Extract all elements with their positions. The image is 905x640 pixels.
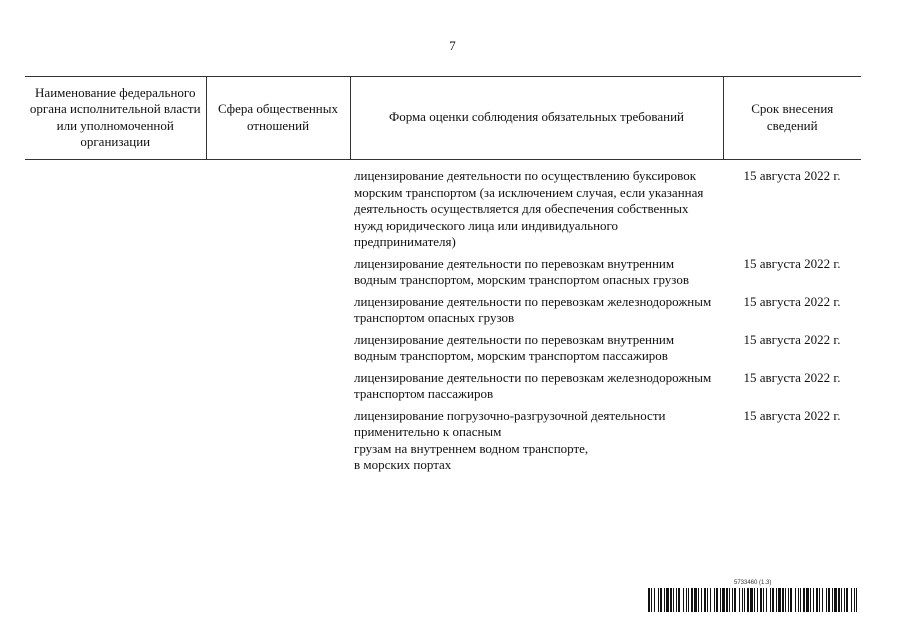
- barcode-bar: [822, 588, 823, 612]
- barcode-bar: [782, 588, 784, 612]
- sphere-cell: [206, 370, 350, 408]
- barcode-bar: [776, 588, 777, 612]
- barcode-bar: [810, 588, 811, 612]
- barcode-bar: [846, 588, 848, 612]
- barcode-bar: [734, 588, 736, 612]
- barcode-bar: [763, 588, 764, 612]
- barcode-bar: [722, 588, 725, 612]
- barcode-bar: [795, 588, 796, 612]
- barcode-bar: [800, 588, 801, 612]
- barcode: [648, 580, 858, 612]
- authority-cell: [25, 332, 206, 370]
- authority-cell: [25, 160, 206, 256]
- barcode-bar: [673, 588, 674, 612]
- barcode-bar: [720, 588, 721, 612]
- requirements-table: [25, 76, 861, 479]
- table-row: [25, 256, 861, 294]
- barcode-bar: [757, 588, 758, 612]
- barcode-bar: [803, 588, 805, 612]
- header-authority: Наименование федерального органа исполнительной власти или уполномоченной организации: [25, 77, 206, 160]
- barcode-bar: [806, 588, 809, 612]
- barcode-bar: [714, 588, 715, 612]
- barcode-bar: [694, 588, 697, 612]
- barcode-bar: [788, 588, 789, 612]
- barcode-bar: [729, 588, 730, 612]
- deadline-cell: 15 августа 2022 г.: [743, 407, 841, 423]
- header-assessment-form: Форма оценки соблюдения обязательных требований: [350, 77, 723, 160]
- barcode-bar: [676, 588, 677, 612]
- table-header-row: [25, 77, 861, 160]
- deadline-cell: 15 августа 2022 г.: [743, 331, 841, 347]
- barcode-bar: [658, 588, 659, 612]
- barcode-icon: [648, 588, 858, 612]
- assessment-form-cell: лицензирование деятельности по перевозкам внутренним водным транспортом, морским транспортом пассажиров: [354, 331, 675, 363]
- barcode-caption: 5733460 (1.3): [734, 580, 772, 586]
- barcode-bar: [750, 588, 753, 612]
- header-deadline: Срок внесения сведений: [723, 77, 861, 160]
- sphere-cell: [206, 294, 350, 332]
- authority-cell: [25, 408, 206, 479]
- authority-cell: [25, 294, 206, 332]
- barcode-bar: [688, 588, 689, 612]
- barcode-bar: [664, 588, 665, 612]
- barcode-bar: [766, 588, 767, 612]
- barcode-bar: [648, 588, 650, 612]
- barcode-bar: [666, 588, 669, 612]
- barcode-bar: [819, 588, 820, 612]
- barcode-bar: [754, 588, 755, 612]
- barcode-bar: [707, 588, 708, 612]
- barcode-bar: [834, 588, 837, 612]
- sphere-cell: [206, 332, 350, 370]
- assessment-form-cell: лицензирование погрузочно-разгрузочной деятельности применительно к опасным грузам на внутреннем водном транспорте, в морских портах: [354, 407, 666, 472]
- barcode-bar: [785, 588, 786, 612]
- header-sphere: Сфера общественных отношений: [206, 77, 350, 160]
- barcode-bar: [726, 588, 728, 612]
- barcode-bar: [654, 588, 655, 612]
- barcode-bar: [739, 588, 740, 612]
- assessment-form-cell: лицензирование деятельности по перевозкам внутренним водным транспортом, морским транспортом опасных грузов: [354, 255, 689, 287]
- barcode-bar: [683, 588, 684, 612]
- barcode-bar: [710, 588, 711, 612]
- assessment-form-cell: лицензирование деятельности по перевозкам железнодорожным транспортом пассажиров: [354, 369, 712, 401]
- barcode-bar: [742, 588, 743, 612]
- barcode-bar: [778, 588, 781, 612]
- table-row: [25, 332, 861, 370]
- deadline-cell: 15 августа 2022 г.: [743, 369, 841, 385]
- deadline-cell: 15 августа 2022 г.: [743, 255, 841, 271]
- table-row: [25, 160, 861, 256]
- barcode-bar: [686, 588, 687, 612]
- barcode-bar: [790, 588, 792, 612]
- barcode-bar: [838, 588, 840, 612]
- barcode-bar: [770, 588, 771, 612]
- barcode-bar: [851, 588, 852, 612]
- page-number: 7: [449, 38, 456, 53]
- barcode-bar: [816, 588, 818, 612]
- sphere-cell: [206, 408, 350, 479]
- barcode-bar: [826, 588, 827, 612]
- barcode-bar: [704, 588, 706, 612]
- barcode-bar: [678, 588, 680, 612]
- authority-cell: [25, 370, 206, 408]
- barcode-bar: [832, 588, 833, 612]
- barcode-bar: [844, 588, 845, 612]
- barcode-bar: [854, 588, 855, 612]
- barcode-bar: [828, 588, 830, 612]
- barcode-bar: [747, 588, 749, 612]
- barcode-bar: [660, 588, 662, 612]
- table-row: [25, 408, 861, 479]
- barcode-bar: [691, 588, 693, 612]
- deadline-cell: 15 августа 2022 г.: [743, 293, 841, 309]
- authority-cell: [25, 256, 206, 294]
- assessment-form-cell: лицензирование деятельности по перевозкам железнодорожным транспортом опасных грузов: [354, 293, 712, 325]
- sphere-cell: [206, 160, 350, 256]
- barcode-bar: [856, 588, 857, 612]
- barcode-bar: [651, 588, 652, 612]
- table-row: [25, 294, 861, 332]
- barcode-bar: [701, 588, 702, 612]
- barcode-bar: [760, 588, 762, 612]
- barcode-bar: [698, 588, 699, 612]
- deadline-cell: 15 августа 2022 г.: [743, 168, 841, 183]
- table-row: [25, 370, 861, 408]
- assessment-form-cell: лицензирование деятельности по осуществлению буксировок морским транспортом (за исключением случая, если указанная деятельность осуществляется для обеспечения собственных нужд юридического лица или индивидуального предпринимателя): [354, 168, 704, 249]
- barcode-bar: [732, 588, 733, 612]
- barcode-bar: [813, 588, 814, 612]
- barcode-bar: [772, 588, 774, 612]
- barcode-bar: [716, 588, 718, 612]
- sphere-cell: [206, 256, 350, 294]
- barcode-bar: [670, 588, 672, 612]
- barcode-bar: [744, 588, 745, 612]
- barcode-bar: [798, 588, 799, 612]
- barcode-bar: [841, 588, 842, 612]
